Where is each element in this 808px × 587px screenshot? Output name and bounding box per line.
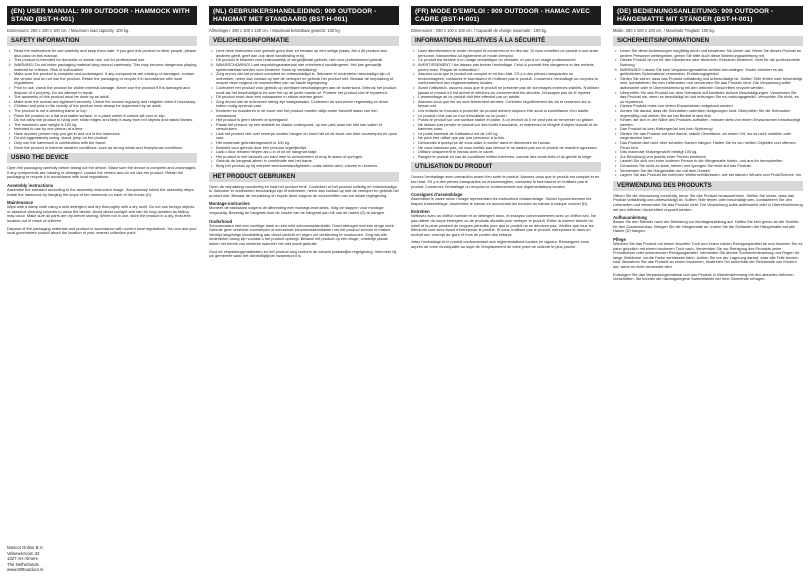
safety-item: • Achten Sie darauf, dass die Schrauben ordentlich festgezogen sind. Überprüfen Sie die Schrauben regelmäßig und ziehen Sie sie bei Bedarf erneut fest. [620,109,803,118]
assembly-heading: Montage-instructies [209,201,250,207]
column-title: (NL) GEBRUIKERSHANDLEIDING: 909 OUTDOOR - HANGMAT MET STANDAARD (BST-H-001) [209,6,399,25]
using-heading: HET PRODUCT GEBRUIKEN [209,172,399,182]
safety-item: • Zorg ervoor dat de schroeven stevig zijn vastgedraaid. Controleer de schroeven regelmatig en draai indien nodig opnieuw vast. [216,100,399,109]
safety-item: • Stellen Sie sicher, dass das Produkt vollständig und unbeschädigt ist. Sollten Teile fehlen oder beschädigt sein, kontaktieren Sie den Lieferanten und verwenden Sie das Produkt nicht. Die Verpackung sollte aufbewahrt oder in Übereinstimmung mit den örtlichen Vorschriften recycelt werden. [620,77,803,91]
safety-item: • Das Produkt darf nicht über scharfen Kanten hängen. Halten Sie es von heißen Objekten und offenem Feuer fern. [620,141,803,150]
dimensions-text: Maße: 290 x 100 x 100 cm. / Maximale Traglast: 100 kg. [613,28,715,34]
maintenance-heading: Pflege [613,236,626,242]
safety-item: • Zorg ervoor dat het product compleet en onbeschadigd is. Wanneer er onderdelen beschadigd zijn of ontbreken, neem dan contact op met de verkoper en gebruik het product niet. Bewaar de verpakking of recycle deze volgens de voorschriften van uw lokale regelgeving. [216,72,399,86]
safety-item: • Demandez à quelqu'un de vous aider à monter dans et descendre du hamac. [418,141,601,146]
maintenance-heading: Entretien [411,209,430,215]
address-line: 1327 AH Almere [7,556,39,562]
safety-heading: VEILIGHEIDSINFORMATIE [209,36,399,46]
safety-item: • Avant l'utilisation, assurez-vous que le produit ne présente pas de dommages externes visibles. N'utilisez jamais le produit s'il est abîmé et éliminez-en correctement les déchets. N'essayez pas de le réparer. [418,86,601,95]
using-heading: VERWENDUNG DES PRODUKTS [613,181,803,191]
maintenance-text: Wischen Sie das Produkt mit einem feuchten Tuch und einem milden Reinigungsmittel ab und trocknen Sie es dann gründlich mit einem trockenen Tuch nach. Verwenden Sie zur Reinigung des Produkts keine Fremdkörper oder scheuernden Reinigungsmittel. Vermeiden Sie direkte Sonneneinstrahlung und Regen für lange Zeiträume, da die Farbe verblassen kann. Achten Sie vor der Lagerung darauf, dass alle Teile trocken sind. Bewahren Sie das Produkt an einem trockenen, frostfreien Ort außerhalb der Reichweite von Kindern auf, wenn es nicht verwendet wird. [613,240,803,269]
safety-item: • Utilisez uniquement le hamac avec le cadre. [418,150,601,155]
safety-item: • Controleer het product vóór gebruik op zichtbare beschadigingen aan de buitenkant. Gebruik het product nooit als het beschadigd is en voer het op de juiste manier af. Probeer het product niet te repareren. [216,86,399,95]
column-title: (EN) USER MANUAL: 909 OUTDOOR - HAMMOCK WITH STAND (BST-H-001) [7,6,197,25]
safety-item: • Het product is geen klimrek of speelgoed! [216,118,399,123]
warning-item: ⚠ WARNING! Do not leave packaging material lying around carelessly. This may become dangerous playing material for children. Risk of suffocation! [14,63,197,72]
safety-list [613,49,803,178]
dimensions-text: Dimensions : 290 x 100 x 100 cm. / Capacité de charge maximale : 100 kg. [411,28,548,34]
safety-item: • Intended to use by one person at a time. [14,127,197,132]
safety-item: • Verwenden Sie die Hängematte nur mit dem Gestell. [620,169,803,174]
safety-item: • Assurez-vous que les vis sont fermement serrées. Contrôlez régulièrement les vis et resserrez-les si besoin est. [418,100,601,109]
safety-item: • Ne laissez pas pendre le produit sur des bords tranchants, et maintenez-le éloigné d'objets chauds et de flammes nues. [418,123,601,132]
safety-item: • Überprüfen Sie das Produkt vor dem Gebrauch auf sichtbare äußere Beschädigungen. Verwenden Sie das Produkt nie, wenn es beschädigt ist und entsorgen Sie es ordnungsgemäß. Versuchen Sie nicht, es zu reparieren. [620,91,803,105]
safety-item: • Kinder, die sich in der Nähe des Produkts aufhalten, müssen stets von einem Erwachsenen beaufsichtigt werden. [620,118,803,127]
column-title: (DE) BEDIENUNGSANLEITUNG: 909 OUTDOOR - HÄNGEMATTE MIT STÄNDER (BST-H-001) [613,6,803,25]
maintenance-text: Schoonmaken met een vochtige doek en een mild schoonmaakmiddel. Goed afdrogen met een droge doek. Gebruik geen vreemde voorwerpen of schurende schoonmaakmiddelen om het product schoon te maken. Vermijd langdurige blootstelling aan direct zonlicht en regen om verkleuring te voorkomen. Zorg dat alle onderdelen droog zijn voordat u het product opbergt. Bewaar het product op een droge, vorstvrije plaats buiten het bereik van kinderen wanneer het niet wordt gebruikt. [209,222,395,246]
safety-item: • Ne vous balancez pas, ne vous mettez pas debout et ne sautez pas sur le produit de manière agressive. [418,146,601,151]
assembly-text: Assemblez le cadre selon l'image représentant les instructions d'assemblage. Suivez rigoureusement les étapes d'assemblage. Assemblez le hamac en accrochant les boucles du hamac à chaque crochet (D). [411,196,592,206]
safety-item: • Do not aggressively swing, stand, jump on the product. [14,136,197,141]
safety-heading: SICHERHEITSINFORMATIONEN [613,36,803,46]
safety-heading: SAFETY INFORMATION [7,36,197,46]
safety-item: • Schaukeln Sie nicht zu stark, stehen und springen Sie nicht auf das Produkt. [620,164,803,169]
safety-item: • Read the instructions for use carefully and keep them safe. If you give this product to other people, please also pass on this manual. [14,49,197,58]
address-line: Mascot Online B.V. [7,545,44,551]
warning-item: ⚠ WAARSCHUWING! Laat verpakkingsmateriaal niet onbeheerd rondslingeren. Het kan gevaarlijk speelmateriaal worden voor kinderen. Kans op verstikking! [216,63,399,72]
disposal-text: Gooi de verpakkingsmaterialen en het product weg conform de actuele plaatselijke regelgeving. Informeer bij uw gemeente waar het dichtstbijzijnde inzamelpunt is. [209,248,397,259]
company-address [7,545,43,573]
safety-item: • Dieses Produkt muss von einem Erwachsenen aufgebaut werden. [620,104,803,109]
safety-list [411,49,601,159]
safety-item: • Lees deze instructies vóór gebruik goed door en bewaar op een veilige plaats. Als u dit product aan anderen geeft, geef dan ook deze handleiding erbij. [216,49,399,58]
column-nl [202,0,404,587]
safety-item: • Das Produkt ist kein Klettergerüst und kein Spielzeug! [620,127,803,132]
safety-item: • Le produit n'est pas un mur d'escalade ou un jouet ! [418,114,601,119]
safety-item: • Das maximale Nutzergewicht beträgt 100 kg. [620,150,803,155]
safety-item: • Make sure the product is complete and undamaged. If any components are missing or damaged, contact the vendor and do not use the product. Retain the packaging or recycle it in accordance with local regulations. [14,72,197,86]
safety-item: • Do not allow the product to hang over sharp edges and keep it away from hot objects and naked flames. [14,118,197,123]
safety-item: • Kinderen en huisdieren in de buurt van het product moeten altijd onder toezicht staan van een volwassene. [216,109,399,118]
safety-item: • Store the product in extreme weather conditions, such as strong winds and frosty/snow conditions. [14,146,197,151]
warning-item: ⚠ AVERTISSEMENT ! Ne laissez pas traîner l'emballage. Celui-ci pourrait être dangereux si des enfants jouent avec. Risque de suffocation ! [418,63,601,72]
using-heading: USING THE DEVICE [7,153,197,163]
maintenance-heading: Onderhoud [209,218,233,224]
safety-item: • Dieses Produkt ist nur für den häuslichen oder ähnlichen Gebrauch bestimmt, nicht für die professionelle Nutzung. [620,58,803,67]
safety-item: • Children and pets in the vicinity of the product must always be supervised by an adult. [14,104,197,109]
safety-item: • Laat het product niet over scherpe randen hangen en houd het uit de buurt van hete voorwerpen en open vuur. [216,132,399,141]
column-fr [404,0,606,587]
safety-item: • Only use the hammock in combination with the frame. [14,141,197,146]
safety-item: • Les enfants se trouvant à proximité du produit doivent toujours être sous la surveillance d'un adulte. [418,109,601,114]
safety-item: • Dit product moet door een volwassene in elkaar worden gezet. [216,95,399,100]
safety-item: • Stellen Sie das Produkt auf eine flache, stabile Oberfläche, an einem Ort, wo es nicht umfallen oder wegrutschen kann. [620,132,803,141]
safety-item: • L'assemblage de ce produit doit être effectué par un adulte. [418,95,601,100]
warning-item: ⚠ WARNUNG! Lassen Sie kein Verpackungsmaterial achtlos herumliegen. Kinder könnten es als gefährliches Spielmaterial verwenden. Erstickungsgefahr! [620,68,803,77]
column-title: (FR) MODE D'EMPLOI : 909 OUTDOOR - HAMAC AVEC CADRE (BST-H-001) [411,6,601,25]
safety-item: • Make sure the screws are tightened securely. Check the screws regularly and retighten them if necessary. [14,100,197,105]
assembly-text: Assemble the standard according to the assembly instruction image. Scrupulously follow the assembly steps. Install the hammock by hanging the loops of the hammock on each of the hooks (D). [7,187,195,197]
address-line: The Netherlands [7,561,39,567]
safety-item: • Rangez le produit en cas de conditions météo extrêmes, comme des vents forts et du gel/de la neige. [418,155,601,160]
safety-item: • Lesen Sie diese Anweisungen sorgfältig durch und bewahren Sie sicher auf. Wenn Sie dieses Produkt an andere Personen weitergeben, geben Sie bitte auch diese Bedienungsanleitung mit. [620,49,803,58]
assembly-heading: Aufbauanleitung [613,215,647,221]
using-text: Öffnen Sie die Verpackung vorsichtig, bevor Sie das Produkt herausnehmen. Stellen Sie sicher, dass das Produkt vollständig und unbeschädigt ist. Sollten Teile fehlen oder beschädigt sein, kontaktieren Sie den Lieferanten und verwenden Sie das Produkt nicht. Die Verpackung sollte aufbewahrt oder in Übereinstimmung mit den örtlichen Vorschriften recycelt werden. [613,192,803,212]
safety-item: • Prior to use, check the product for visible external damage. Never use the product if it is damaged and dispose of it properly. Do not attempt to repair. [14,86,197,95]
assembly-text: Monteer de standaard volgens de afbeelding met montage-instructies. Volg de stappen voor montage zorgvuldig. Bevestig de hangmat door de lussen van de hangmat aan elk van de haken (D) te hangen. [209,205,386,215]
disposal-text: Entsorgen Sie das Verpackungsmaterial und das Produkt in Übereinstimmung mit den aktuellen örtlichen Vorschriften. Sie können die nächstgelegene Sammelstelle bei Ihrer Gemeinde erfragen. [613,271,794,282]
assembly-heading: Consignes d'assemblage [411,192,463,198]
safety-item: • Zur Benutzung von jeweils einer Person bestimmt. [620,155,803,160]
safety-item: • Laat u door iemand helpen als u in of uit de hangmat stapt. [216,150,399,155]
safety-item: • Ne peut être utilisé que par une personne à la fois. [418,136,601,141]
disposal-text: Dispose of the packaging materials and product in accordance with current local regulations. You can ask your local government council about the location of your nearest collection point. [7,225,197,236]
address-line: Velsewezoom 32 [7,550,40,556]
safety-item: • The assembly of this product must be done by an adult. [14,95,197,100]
safety-item: • This product is intended for domestic or similar use, not for professional use. [14,58,197,63]
safety-item: • The maximum user weight is 100 kg. [14,123,197,128]
safety-item: • Lisez attentivement le mode d'emploi et conservez-le en lieu sûr. Si vous remettez ce produit à une autre personne, transmettez-lui également ce mode d'emploi. [418,49,601,58]
maintenance-text: Nettoyez avec un chiffon humide et un détergent doux, et essuyez convenablement avec un chiffon sec. Ne pas utiliser de corps étrangers ou de produits abrasifs pour nettoyer le produit. Éviter la lumière directe du soleil et la pluie pendant de longues périodes pour que le produit ne se décolore pas. Vérifiez que tous les éléments sont secs avant d'entreposer le produit. Si vous n'utilisez pas le produit, entreposez-le dans un endroit sec, exempt de givre et hors de portée des enfants. [411,213,596,237]
maintenance-text: Wipe with a damp cloth using a mild detergent and dry thoroughly with a dry cloth. Do not use foreign objects or abrasive cleaning solvents to clean the device. Avoid direct sunlight and rain for long duration as fading may occur. Make sure all parts are dry before storing. When not in use, store the product in a dry, frost-free location out of reach of children. [7,204,195,223]
using-text: Ouvrez l'emballage avec précaution avant d'en sortir le produit. Assurez-vous que le produit est complet et en bon état. S'il y a des pièces manquantes ou endommagées, contactez le fournisseur et n'utilisez pas le produit. Conservez l'emballage ou recyclez-le conformément aux réglementations locales. [411,174,600,189]
safety-list [209,49,399,168]
dimensions-text: Afmetingen: 290 x 100 x 100 cm. / Maximaal belastbaar gewicht: 100 kg. [209,28,341,34]
safety-item: • Plaats het product op een stabiele en vlakke ondergrond, op een plek waar het niet kan vallen of verschuiven. [216,123,399,132]
disposal-text: Jetez l'emballage et le produit conformément aux réglementations locales en vigueur. Renseignez-vous auprès de votre municipalité au sujet de l'emplacement de votre point de collecte le plus proche. [411,239,589,249]
safety-item: • Gebruik de hangmat alleen in combinatie met het frame. [216,159,399,164]
using-text: Open the packaging carefully before taking out the device. Make sure the device is complete and undamaged. If any components are missing or damaged, contact the vendor and do not use the product. Retain the packaging or recycle it in accordance with local regulations. [7,165,197,180]
safety-item: • Ce produit est destiné à un usage domestique ou similaire, et pas à un usage professionnel. [418,58,601,63]
safety-list [7,49,197,150]
safety-item: • Het product is niet bedoeld om hard mee te schommelen of erop te staan of springen. [216,155,399,160]
assembly-heading: Assembly instructions [7,183,54,189]
using-heading: UTILISATION DU PRODUIT [411,162,601,172]
safety-item: • The product is not a climbing frame or toy! [14,109,197,114]
safety-item: • Berg het product op bij extreme weersomstandigheden, zoals sterke wind, vriezen en sneeuw. [216,164,399,169]
safety-item: • Het maximale gebruikersgewicht is 100 kg. [216,141,399,146]
safety-item: • Assurez-vous que le produit est complet et en bon état. S'il y a des pièces manquantes ou endommagées, contactez le fournisseur et n'utilisez pas le produit. Conservez l'emballage ou recyclez-le conformément aux réglementations locales. [418,72,601,86]
safety-item: • Have another person help you get in and out of the hammock. [14,132,197,137]
safety-item: • Bedoeld voor gebruik door één persoon tegelijkertijd. [216,146,399,151]
using-text: Open de verpakking voorzichtig en haal het product eruit. Controleer of het product volledig en onbeschadigd is. Wanneer er onderdelen beschadigd zijn of ontbreken, neem dan contact op met de verkoper en gebruik het product niet. Bewaar de verpakking of recycle deze volgens de voorschriften van uw lokale regelgeving. [209,183,399,198]
safety-item: • Posez le produit sur une surface stable et plane, à un endroit où il ne peut pas se renverser ou glisser. [418,118,601,123]
safety-item: • Lagern Sie das Produkt bei extremen Wetterverhältnissen, wie bei starken Winden und Frost/Schnee, ein. [620,173,803,178]
safety-item: • Place the product on a flat and stable surface, in a place where it cannot fall over or slip. [14,114,197,119]
dimensions-text: Dimensions: 290 x 100 x 100 cm. / Maximum load capacity: 100 kg. [7,28,130,34]
safety-item: • Dit product is bedoeld voor huishoudelijk of vergelijkbaar gebruik, niet voor professioneel gebruik. [216,58,399,63]
website-link[interactable]: www.909outdoor.nl [7,567,44,573]
column-de [606,0,808,587]
safety-item: • Le poids maximal de l'utilisateur est de 100 kg. [418,132,601,137]
safety-heading: INFORMATIONS RELATIVES À LA SÉCURITÉ [411,36,601,46]
maintenance-heading: Maintenance [7,200,34,206]
assembly-text: Bauen Sie den Ständer nach der Abbildung zur Montageanleitung auf. Halten Sie sich genau an die Schritte für den Zusammenbau. Bringen Sie die Hängematte an, indem Sie die Schlaufen der Hängematte auf alle Haken (D) hängen. [613,219,799,234]
safety-item: • Lassen Sie sich von einer anderen Person in die Hängematte hinein- und aus ihr heraushelfen. [620,159,803,164]
column-en [0,0,202,587]
